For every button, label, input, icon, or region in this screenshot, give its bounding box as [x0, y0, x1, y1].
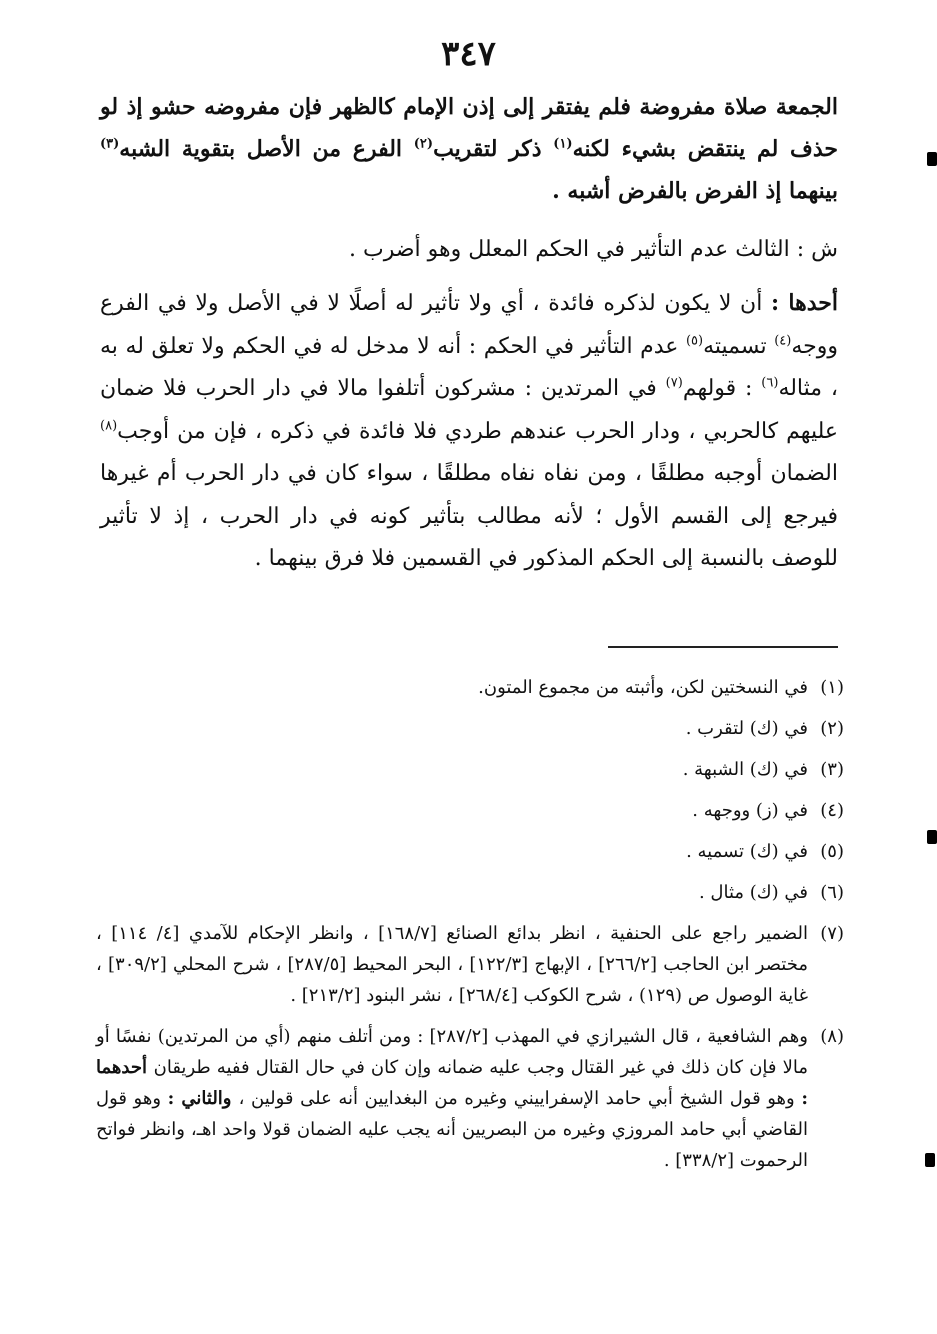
footnote-ref-1: (١) — [553, 136, 573, 152]
footnote-text: في (ك) الشبهة . — [682, 759, 808, 780]
scan-edge-mark — [927, 830, 937, 844]
footnote-text: في النسختين لكن، وأثبته من مجموع المتون. — [478, 677, 808, 698]
footnote-number: (٣) — [820, 759, 844, 780]
footnote-8-text-2: وهو قول الشيخ أبي حامد الإسفراييني وغيره من البغدايين أنه على قولين ، — [238, 1088, 802, 1109]
matn-paragraph — [100, 86, 838, 212]
page-number: ٣٤٧ — [441, 34, 496, 74]
footnote-4 — [96, 795, 844, 826]
footnotes — [96, 672, 844, 1186]
footnote-8-text-1: وهم الشافعية ، قال الشيرازي في المهذب [٢٨٧/٢] : ومن أتلف منهم (أي من المرتدين) نفسًا أو مالا فإن كان ذلك في غير القتال وجب عليه ضمانه وإن كان في حال القتال ففيه طريقان — [96, 1026, 809, 1078]
matn-text-2: ذكر لتقريب — [433, 136, 554, 162]
footnote-ref-6: (٦) — [761, 375, 779, 391]
sharh-text-1: أن لا يكون لذكره فائدة ، أي ولا تأثير له أصلًا لا في الأصل ولا في الفرع ووجه — [100, 291, 838, 359]
footnote-1 — [96, 672, 844, 703]
footnote-3 — [96, 754, 844, 785]
footnote-8-bold-1: أحدهما : — [96, 1057, 808, 1109]
sharh-text-6: الضمان أوجبه مطلقًا ، ومن نفاه نفاه مطلقًا ، سواء كان في دار الحرب أم غيرها فيرجع إلى القسم الأول ؛ لأنه مطالب بتأثير كونه في دار الحرب ، إذ لا تأثير للوصف بالنسبة إلى الحكم المذكور في القسمين فلا فرق بينهما . — [100, 461, 838, 571]
footnote-text: في (ك) مثال . — [698, 882, 808, 903]
scan-edge-mark — [927, 152, 937, 166]
footnote-ref-4: (٤) — [774, 333, 792, 349]
footnote-text: الضمير راجع على الحنفية ، انظر بدائع الصنائع [١٦٨/٧] ، وانظر الإحكام للآمدي [٤/ ١١٤] ، مختصر ابن الحاجب [٢٦٦/٢] ، الإبهاج [١٢٢/٣] ، البحر المحيط [٢٨٧/٥] ، شرح المحلي [٣٠٩/٢] ، غاية الوصول ص (١٢٩) ، شرح الكوكب [٢٦٨/٤] ، نشر البنود [٢١٣/٢] . — [96, 923, 808, 1006]
footnote-text — [96, 1021, 808, 1176]
footnote-ref-8: (٨) — [100, 418, 118, 434]
footnote-number: (٨) — [820, 1026, 844, 1047]
sharh-lead: أحدها : — [770, 290, 838, 316]
footnote-text: في (ك) لتقرب . — [685, 718, 808, 739]
footnote-2 — [96, 713, 844, 744]
footnote-ref-5: (٥) — [685, 333, 704, 349]
footnote-5 — [96, 836, 844, 867]
sharh-text-3: عدم التأثير في الحكم : أنه لا مدخل له في الحكم ولا تعلق له به ، مثاله — [100, 333, 839, 401]
footnote-text: في (ك) تسميه . — [686, 841, 808, 862]
footnote-number: (٦) — [820, 882, 844, 903]
footnote-8 — [96, 1021, 844, 1176]
footnote-number: (٢) — [820, 718, 844, 739]
matn-text-3: الفرع من الأصل بتقوية الشبه — [119, 136, 414, 162]
footnote-separator — [608, 646, 838, 648]
footnote-7 — [96, 918, 844, 1011]
matn-text-1: الجمعة صلاة مفروضة فلم يفتقر إلى إذن الإمام كالظهر فإن مفروضه حشو إذ لو حذف لم ينتقض بشيء لكنه — [100, 94, 839, 162]
footnote-ref-3: (٣) — [100, 136, 120, 152]
sharh-text-2: تسميته — [703, 333, 775, 359]
matn-text-4: بينهما إذ الفرض بالفرض أشبه . — [552, 178, 838, 204]
footnote-ref-7: (٧) — [665, 375, 683, 391]
sharh-text-4: : قولهم — [682, 376, 762, 401]
footnote-6 — [96, 877, 844, 908]
sharh-paragraph — [100, 282, 838, 581]
footnote-number: (٥) — [820, 841, 844, 862]
footnote-8-text-3: وهو قول القاضي أبي حامد المروزي وغيره من البصريين أنه يجب عليه الضمان قولا واحد اهـ، وانظر فواتح الرحموت [٣٣٨/٢] . — [96, 1088, 808, 1171]
footnote-number: (٧) — [820, 923, 844, 944]
sharh-heading: ش : الثالث عدم التأثير في الحكم المعلل وهو أضرب . — [349, 237, 838, 262]
footnote-text: في (ز) ووجهه . — [692, 800, 808, 821]
footnote-number: (١) — [820, 677, 844, 698]
sharh-text-5: في المرتدين : مشركون أتلفوا مالا في دار الحرب فلا ضمان عليهم كالحربي ، ودار الحرب عندهم طردي فلا فائدة في ذكره ، فإن من أوجب — [100, 376, 838, 444]
footnote-8-bold-2: والثاني : — [167, 1088, 239, 1109]
footnote-ref-2: (٢) — [413, 136, 434, 152]
scan-edge-mark — [925, 1153, 935, 1167]
footnote-number: (٤) — [820, 800, 844, 821]
